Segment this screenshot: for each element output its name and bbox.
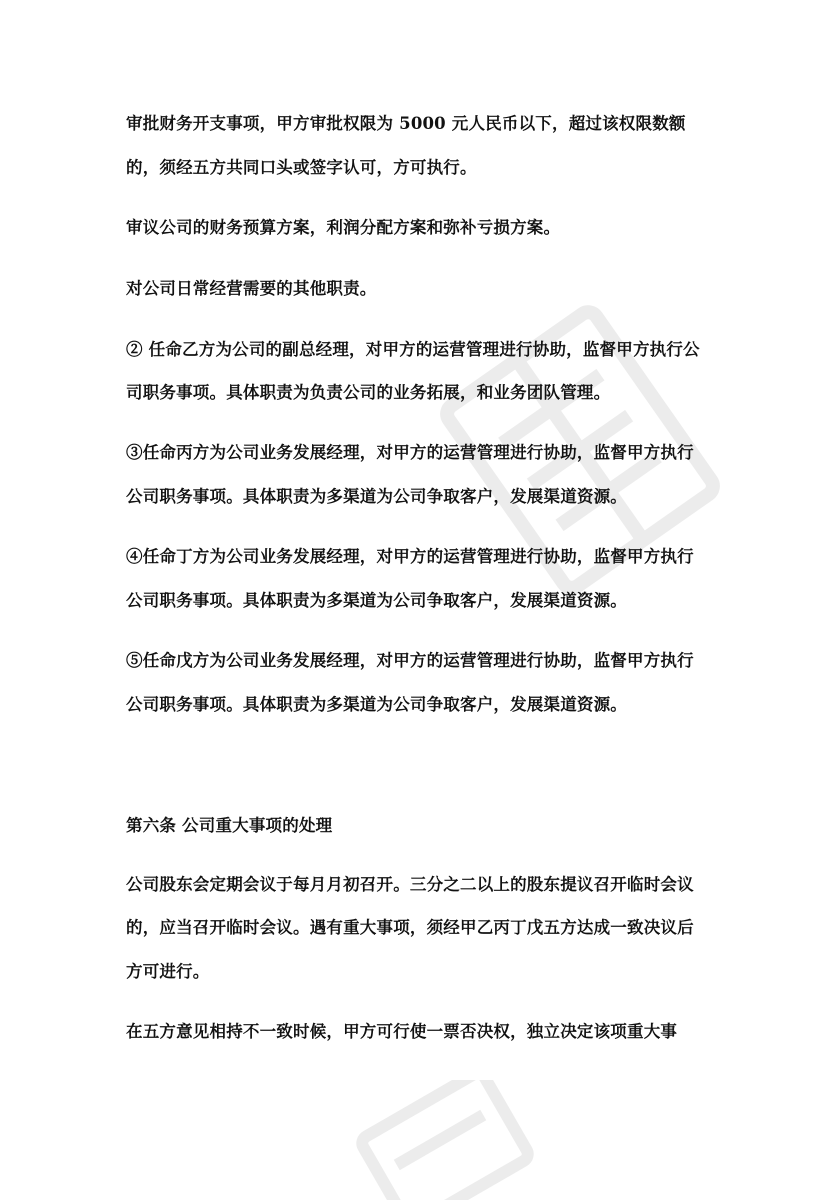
paragraph-line: 公司职务事项。具体职责为多渠道为公司争取客户，发展渠道资源。 [126, 695, 627, 714]
paragraph-line: 审议公司的财务预算方案，利润分配方案和弥补亏损方案。 [126, 218, 561, 237]
paragraph-line: 司职务事项。具体职责为负责公司的业务拓展，和业务团队管理。 [126, 383, 611, 402]
paragraph-line: ⑤任命戊方为公司业务发展经理，对甲方的运营管理进行协助，监督甲方执行 [126, 651, 694, 670]
paragraph-line: 的，须经五方共同口头或签字认可，方可执行。 [126, 158, 477, 177]
paragraph-line: ③任命丙方为公司业务发展经理，对甲方的运营管理进行协助，监督甲方执行 [126, 443, 694, 462]
paragraph-line: 审批财务开支事项，甲方审批权限为 5000 元人民币以下，超过该权限数额 [126, 114, 686, 133]
paragraph-line: 在五方意见相持不一致时候，甲方可行使一票否决权，独立决定该项重大事 [126, 1022, 678, 1041]
paragraph-line: ② 任命乙方为公司的副总经理，对甲方的运营管理进行协助，监督甲方执行公 [126, 340, 700, 359]
section-heading: 第六条 公司重大事项的处理 [126, 816, 333, 835]
paragraph-line: 公司股东会定期会议于每月月初召开。三分之二以上的股东提议召开临时会议 [126, 875, 694, 894]
paragraph-line: ④任命丁方为公司业务发展经理，对甲方的运营管理进行协助，监督甲方执行 [126, 547, 694, 566]
paragraph-line: 方可进行。 [126, 962, 210, 981]
paragraph-line: 公司职务事项。具体职责为多渠道为公司争取客户，发展渠道资源。 [126, 487, 627, 506]
paragraph-line: 公司职务事项。具体职责为多渠道为公司争取客户，发展渠道资源。 [126, 591, 627, 610]
paragraph-line: 对公司日常经营需要的其他职责。 [126, 279, 377, 298]
watermark-logo-bottom-icon [330, 1080, 550, 1200]
paragraph-line: 的，应当召开临时会议。遇有重大事项，须经甲乙丙丁戊五方达成一致决议后 [126, 918, 694, 937]
